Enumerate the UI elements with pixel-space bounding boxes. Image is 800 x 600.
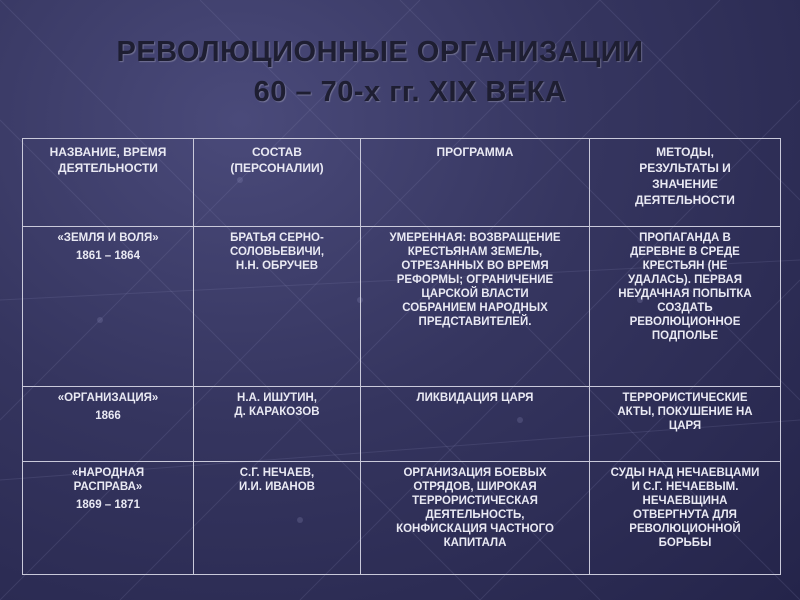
organizations-table bbox=[22, 138, 781, 575]
program-cell: ОРГАНИЗАЦИЯ БОЕВЫХ ОТРЯДОВ, ШИРОКАЯ ТЕРРОРИСТИЧЕСКАЯ ДЕЯТЕЛЬНОСТЬ, КОНФИСКАЦИЯ ЧАСТНОГО КАПИТАЛА bbox=[361, 462, 590, 575]
program-cell: УМЕРЕННАЯ: ВОЗВРАЩЕНИЕ КРЕСТЬЯНАМ ЗЕМЕЛЬ, ОТРЕЗАННЫХ ВО ВРЕМЯ РЕФОРМЫ; ОГРАНИЧЕНИЕ ЦАРСКОЙ ВЛАСТИ СОБРАНИЕМ НАРОДНЫХ ПРЕДСТАВИТЕЛЕЙ. bbox=[361, 227, 590, 387]
org-years: 1869 – 1871 bbox=[76, 499, 140, 511]
members-cell: С.Г. НЕЧАЕВ, И.И. ИВАНОВ bbox=[194, 462, 361, 575]
methods-cell: ПРОПАГАНДА В ДЕРЕВНЕ В СРЕДЕ КРЕСТЬЯН (НЕ УДАЛАСЬ). ПЕРВАЯ НЕУДАЧНАЯ ПОПЫТКА СОЗДАТЬ РЕВОЛЮЦИОННОЕ ПОДПОЛЬЕ bbox=[590, 227, 781, 387]
members-cell: Н.А. ИШУТИН, Д. КАРАКОЗОВ bbox=[194, 387, 361, 462]
program-cell: ЛИКВИДАЦИЯ ЦАРЯ bbox=[361, 387, 590, 462]
table-row bbox=[23, 387, 781, 462]
header-name: НАЗВАНИЕ, ВРЕМЯ ДЕЯТЕЛЬНОСТИ bbox=[23, 139, 194, 227]
methods-cell: ТЕРРОРИСТИЧЕСКИЕ АКТЫ, ПОКУШЕНИЕ НА ЦАРЯ bbox=[590, 387, 781, 462]
table-row bbox=[23, 462, 781, 575]
header-methods: МЕТОДЫ, РЕЗУЛЬТАТЫ И ЗНАЧЕНИЕ ДЕЯТЕЛЬНОСТИ bbox=[590, 139, 781, 227]
table-header-row bbox=[23, 139, 781, 227]
title-line-1: РЕВОЛЮЦИОННЫЕ ОРГАНИЗАЦИИ bbox=[116, 36, 644, 68]
org-years: 1861 – 1864 bbox=[76, 250, 140, 262]
org-name-cell: «НАРОДНАЯ РАСПРАВА» 1869 – 1871 bbox=[23, 462, 194, 575]
header-program: ПРОГРАММА bbox=[361, 139, 590, 227]
title-line-2: 60 – 70-х гг. XIX ВЕКА bbox=[253, 76, 567, 108]
methods-cell: СУДЫ НАД НЕЧАЕВЦАМИ И С.Г. НЕЧАЕВЫМ. НЕЧАЕВЩИНА ОТВЕРГНУТА ДЛЯ РЕВОЛЮЦИОННОЙ БОРЬБЫ bbox=[590, 462, 781, 575]
table-row bbox=[23, 227, 781, 387]
members-cell: БРАТЬЯ СЕРНО- СОЛОВЬЕВИЧИ, Н.Н. ОБРУЧЕВ bbox=[194, 227, 361, 387]
slide-title bbox=[0, 32, 780, 112]
org-years: 1866 bbox=[95, 410, 121, 422]
org-name-cell: «ОРГАНИЗАЦИЯ» 1866 bbox=[23, 387, 194, 462]
org-name-cell: «ЗЕМЛЯ И ВОЛЯ» 1861 – 1864 bbox=[23, 227, 194, 387]
header-members: СОСТАВ (ПЕРСОНАЛИИ) bbox=[194, 139, 361, 227]
